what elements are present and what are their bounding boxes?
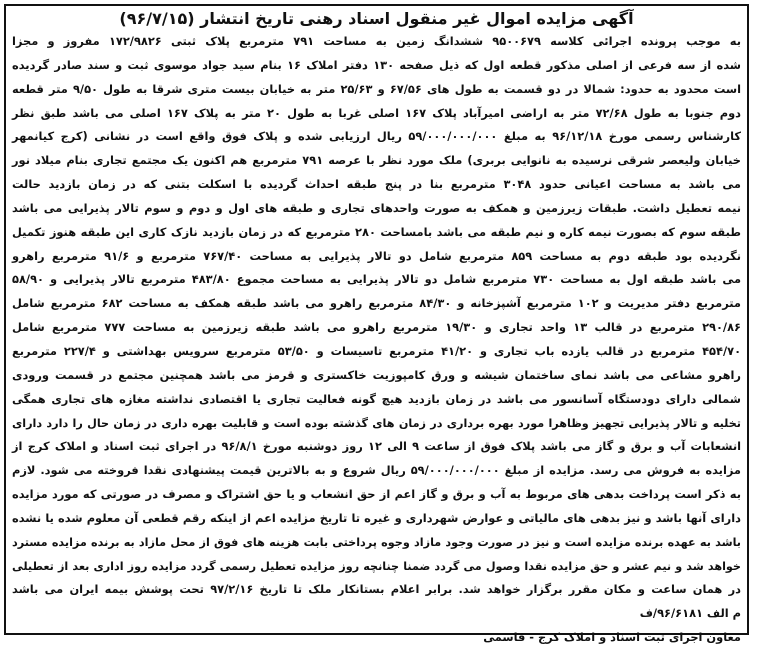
body-line: دوم جنوبا به طول ۷۲/۶۸ متر به اراضی امیرآباد پلاک ۱۶۷ اصلی غربا به طول ۲۰ متر به پلاک ۱۶۷ اصلی می باشد طبق نظر xyxy=(12,105,741,120)
reference-number: م الف ۹۶/۶۱۸۱/ف xyxy=(639,606,741,621)
body-line: مترمربع دفتر مدیریت و ۱۰۲ مترمربع آشپزخانه و ۸۴/۳۰ مترمربع راهرو می باشد طبقه همکف به مساحت ۶۸۲ مترمربع شامل xyxy=(12,296,741,311)
body-line: انشعابات آب و برق و گاز می باشد پلاک فوق از ساعت ۹ الی ۱۲ روز دوشنبه مورخ ۹۶/۸/۱ در اجرای ثبت اسناد و املاک کرج از xyxy=(12,439,742,454)
body-line: به موجب پرونده اجرائی کلاسه ۹۵۰۰۶۷۹ ششدانگ زمین به مساحت ۷۹۱ مترمربع پلاک ثبتی ۱۷۲/۹۸۲۶ مفروز و مجزا xyxy=(12,34,741,48)
body-line: طبقه سوم که بصورت نیمه کاره و نیم طبقه می باشد بامساحت ۲۸۰ مترمربع که در زمان بازدید نازک کاری این طبقه هنوز تکمیل xyxy=(12,224,742,239)
body-line: مزایده به فروش می رسد. مزایده از مبلغ ۵۹/۰۰۰/۰۰۰/۰۰۰ ریال شروع و به بالاترین قیمت پیشنهادی نقدا فروخته می شود. لازم xyxy=(12,463,741,478)
body-line: دارای آنها باشد و نیز بدهی های مالیاتی و عوارض شهرداری و غیره تا تاریخ مزایده اعم از اینکه رقم قطعی آن معلوم شده یا نشده xyxy=(12,510,741,525)
body-line: است محدود به حدود: شمالا در دو قسمت به طول های ۶۷/۵۶ و ۲۵/۶۳ متر به خیابان بیست متری شرقا به طول ۹/۵۰ متر قطعه xyxy=(12,81,741,96)
body-line: راهرو مشاعی می باشد نمای ساختمان شیشه و ورق کامپوزیت خاکستری و قرمز می باشد همچنین مجتمع در قسمت ورودی xyxy=(12,367,741,382)
body-line: خیابان ولیعصر شرقی نرسیده به نانوایی بربری) ملک مورد نظر با عرصه ۷۹۱ مترمربع هم اکنون یک مجتمع تجاری بنام میلاد نور xyxy=(12,153,741,168)
body-line: شده از سه فرعی از اصلی مذکور قطعه اول که ذیل صفحه ۱۳۰ دفتر املاک ۱۶ بنام سید جواد موسوی ثبت و سند صادر گردیده xyxy=(12,57,741,72)
auction-notice xyxy=(4,4,749,645)
body-line: به ذکر است پرداخت بدهی های مربوط به آب و برق و گاز اعم از حق انشعاب و یا حق اشتراک و مصرف در صورتی که مورد مزایده xyxy=(12,487,741,502)
body-line: می باشد به مساحت اعیانی حدود ۳۰۴۸ مترمربع بنا در پنج طبقه احداث گردیده با اسکلت بتنی که در زمان بازدید حالت xyxy=(12,177,741,192)
signature-line: معاون اجرای ثبت اسناد و املاک کرج - قاسمی xyxy=(483,630,741,645)
body-line: شمالی دارای دودستگاه آسانسور می باشد در زمان بازدید هیچ گونه فعالیت تجاری یا اقتصادی نداشته مغازه های تجاری همگی xyxy=(12,391,741,406)
body-line: تخلیه و تالار پذیرایی تجهیز وظاهرا مورد بهره برداری در زمان های گذشته بوده است و قابلیت بهره داری در زمان حال را دارد دارای xyxy=(12,416,741,430)
body-line: نگردیده بود طبقه دوم به مساحت ۸۵۹ مترمربع شامل دو تالار پذیرایی به مساحت ۷۶۷/۴۰ مترمربع و ۹۱/۶ مترمربع راهرو xyxy=(12,248,741,263)
body-line: ۴۵۴/۷۰ مترمربع در قالب یازده باب تجاری و ۴۱/۲۰ مترمربع تاسیسات و ۵۳/۵۰ مترمربع سرویس بهداشتی و ۲۲۷/۴ مترمربع xyxy=(12,343,742,358)
body-line: نیمه تعطیل داشت. طبقات زیرزمین و همکف به صورت واحدهای تجاری و طبقه های اول و دوم و سوم تالار پذیرایی می باشد xyxy=(12,200,741,215)
notice-body xyxy=(12,30,741,650)
body-line: ۲۹۰/۸۶ مترمربع در قالب ۱۳ واحد تجاری و ۱۹/۳۰ مترمربع راهرو می باشد طبقه زیرزمین به مساحت ۷۷۷ مترمربع شامل xyxy=(12,320,741,335)
body-line: خواهد شد و نیم عشر و حق مزایده نقدا وصول می گردد ضمنا چنانچه روز مزایده تعطیل رسمی گردد مزایده روز اداری بعد از تعطیلی xyxy=(12,559,741,573)
body-line: می باشد طبقه اول به مساحت ۷۳۰ مترمربع شامل دو تالار پذیرایی به مساحت مجموع ۴۸۳/۸۰ مترمربع تالار پذیرایی و ۵۸/۹۰ xyxy=(12,272,741,287)
body-line: در همان ساعت و مکان مقرر برگزار خواهد شد. برابر اعلام بستانکار ملک تا تاریخ ۹۷/۲/۱۶ تحت پوشش بیمه ایران می باشد xyxy=(12,582,742,597)
body-line: کارشناس رسمی مورخ ۹۶/۱۲/۱۸ به مبلغ ۵۹/۰۰۰/۰۰۰/۰۰۰ ریال ارزیابی شده و پلاک فوق واقع است در نشانی (کرج کیانمهر xyxy=(12,129,741,144)
notice-title: آگهی مزایده اموال غیر منقول اسناد رهنی تاریخ انتشار (۹۶/۷/۱۵) xyxy=(119,9,634,28)
body-line: باشد به عهده برنده مزایده است و نیز در صورت وجود مازاد وجوه پرداختی بابت هزینه های فوق از محل مازاد به برنده مزایده مسترد xyxy=(12,535,741,549)
